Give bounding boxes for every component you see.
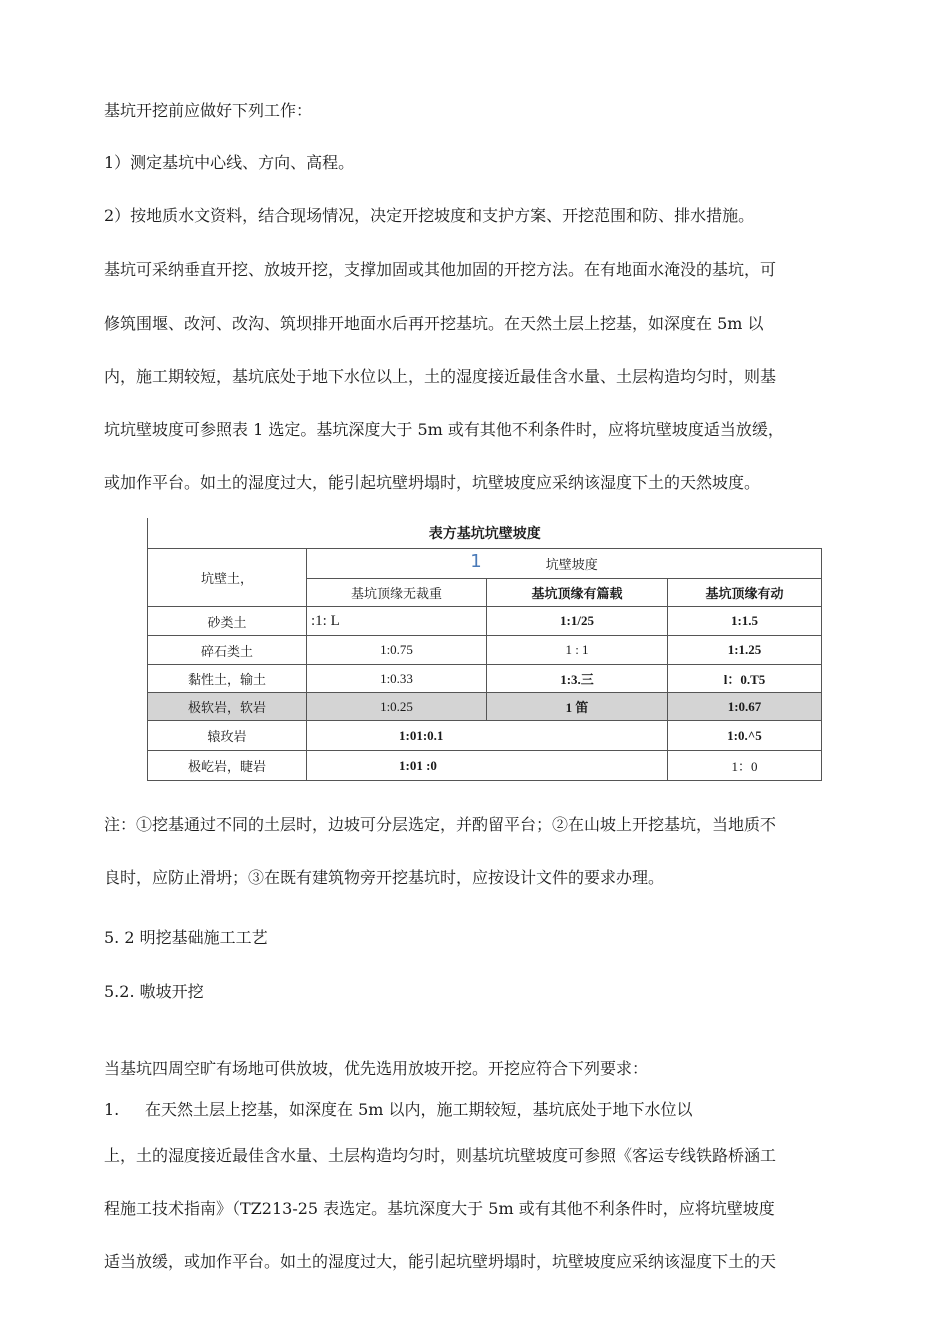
cell-soil: 辕玫岩: [148, 721, 307, 751]
list-item-line: 适当放缓，或加作平台。如土的湿度过大，能引起坑壁坍塌时，坑壁坡度应采纳该湿度下土的天: [104, 1252, 777, 1271]
cell-value: 1:1.5: [668, 607, 822, 636]
cell-soil: 极屹岩，睫岩: [148, 751, 307, 781]
paragraph-body-line: 坑坑壁坡度可参照表 1 选定。基坑深度大于 5m 或有其他不利条件时，应将坑壁坡度适当放缓，: [104, 420, 784, 439]
cell-value: l：0.T5: [668, 665, 822, 693]
table-row: [148, 607, 822, 636]
header-marker: 1: [470, 551, 482, 572]
paragraph-requirements: 当基坑四周空旷有场地可供放坡，优先选用放坡开挖。开挖应符合下列要求：: [104, 1059, 649, 1078]
paragraph-body-line: 或加作平台。如土的湿度过大，能引起坑壁坍塌时，坑壁坡度应采纳该湿度下土的天然坡度。: [104, 473, 761, 492]
paragraph-body-line: 修筑围堰、改河、改沟、筑坝排开地面水后再开挖基坑。在天然土层上挖基，如深度在 5m 以: [104, 314, 764, 333]
subheader-no-load: 基坑顶缘无裁重: [307, 579, 487, 607]
cell-empty: [487, 751, 668, 781]
cell-value: 1：0: [668, 751, 822, 781]
cell-value: 1:0.75: [307, 636, 487, 665]
cell-value: 1:1/25: [487, 607, 668, 636]
header-slope: [307, 549, 822, 579]
note-line: 良时，应防止滑坍；③在既有建筑物旁开挖基坑时，应按设计文件的要求办理。: [104, 868, 665, 887]
paragraph-item-1: 1）测定基坑中心线、方向、高程。: [104, 153, 355, 172]
table-row: [148, 636, 822, 665]
subheader-static-load: 基坑顶缘有篇载: [487, 579, 668, 607]
subheader-dynamic-load: 基坑顶缘有动: [668, 579, 822, 607]
cell-value: 1:0.33: [307, 665, 487, 693]
cell-empty: [487, 721, 668, 751]
header-soil: 坑壁土，: [148, 549, 307, 607]
note-line: 注：①挖基通过不同的土层时，边坡可分层选定，并酌留平台；②在山坡上开挖基坑，当地质不: [104, 815, 777, 834]
cell-value: :1: L: [307, 607, 487, 636]
table-row: [148, 693, 822, 721]
cell-soil: 碎石类土: [148, 636, 307, 665]
cell-soil: 黏性土，输土: [148, 665, 307, 693]
list-item-line: 程施工技术指南》（TZ213-25 表选定。基坑深度大于 5m 或有其他不利条件时，应将坑壁坡度: [104, 1199, 775, 1218]
header-slope-label: 坑壁坡度: [545, 558, 598, 573]
subsection-heading: 5.2. 嗷坡开挖: [104, 982, 204, 1001]
cell-value: 1:0.67: [668, 693, 822, 721]
cell-value: 1:1.25: [668, 636, 822, 665]
cell-value: 1 笛: [487, 693, 668, 721]
cell-soil: 极软岩，软岩: [148, 693, 307, 721]
cell-value: 1 : 1: [487, 636, 668, 665]
cell-value: 1:01 :0: [307, 751, 487, 781]
cell-value: 1:01:0.1: [307, 721, 487, 751]
table-caption: 表方基坑坑壁坡度: [148, 518, 822, 549]
list-item-line: 在天然土层上挖基，如深度在 5m 以内，施工期较短，基坑底处于地下水位以: [145, 1100, 693, 1119]
list-item-line: 上，土的湿度接近最佳含水量、土层构造均匀时，则基坑坑壁坡度可参照《客运专线铁路桥涵工: [104, 1146, 777, 1165]
slope-table: [147, 518, 822, 781]
paragraph-intro: 基坑开挖前应做好下列工作：: [104, 101, 313, 120]
table-row: [148, 751, 822, 781]
paragraph-body-line: 基坑可采纳垂直开挖、放坡开挖，支撑加固或其他加固的开挖方法。在有地面水淹没的基坑，可: [104, 260, 777, 279]
table-row: [148, 721, 822, 751]
cell-soil: 砂类土: [148, 607, 307, 636]
paragraph-body-line: 内，施工期较短，基坑底处于地下水位以上，土的湿度接近最佳含水量、土层构造均匀时，则基: [104, 367, 777, 386]
cell-value: 1:0.25: [307, 693, 487, 721]
cell-value: 1:3.三: [487, 665, 668, 693]
list-number: 1.: [104, 1100, 120, 1119]
paragraph-item-2: 2）按地质水文资料，结合现场情况，决定开挖坡度和支护方案、开挖范围和防、排水措施。: [104, 206, 755, 225]
section-heading: 5. 2 明挖基础施工工艺: [104, 928, 268, 947]
table-row: [148, 665, 822, 693]
cell-value: 1:0.^5: [668, 721, 822, 751]
